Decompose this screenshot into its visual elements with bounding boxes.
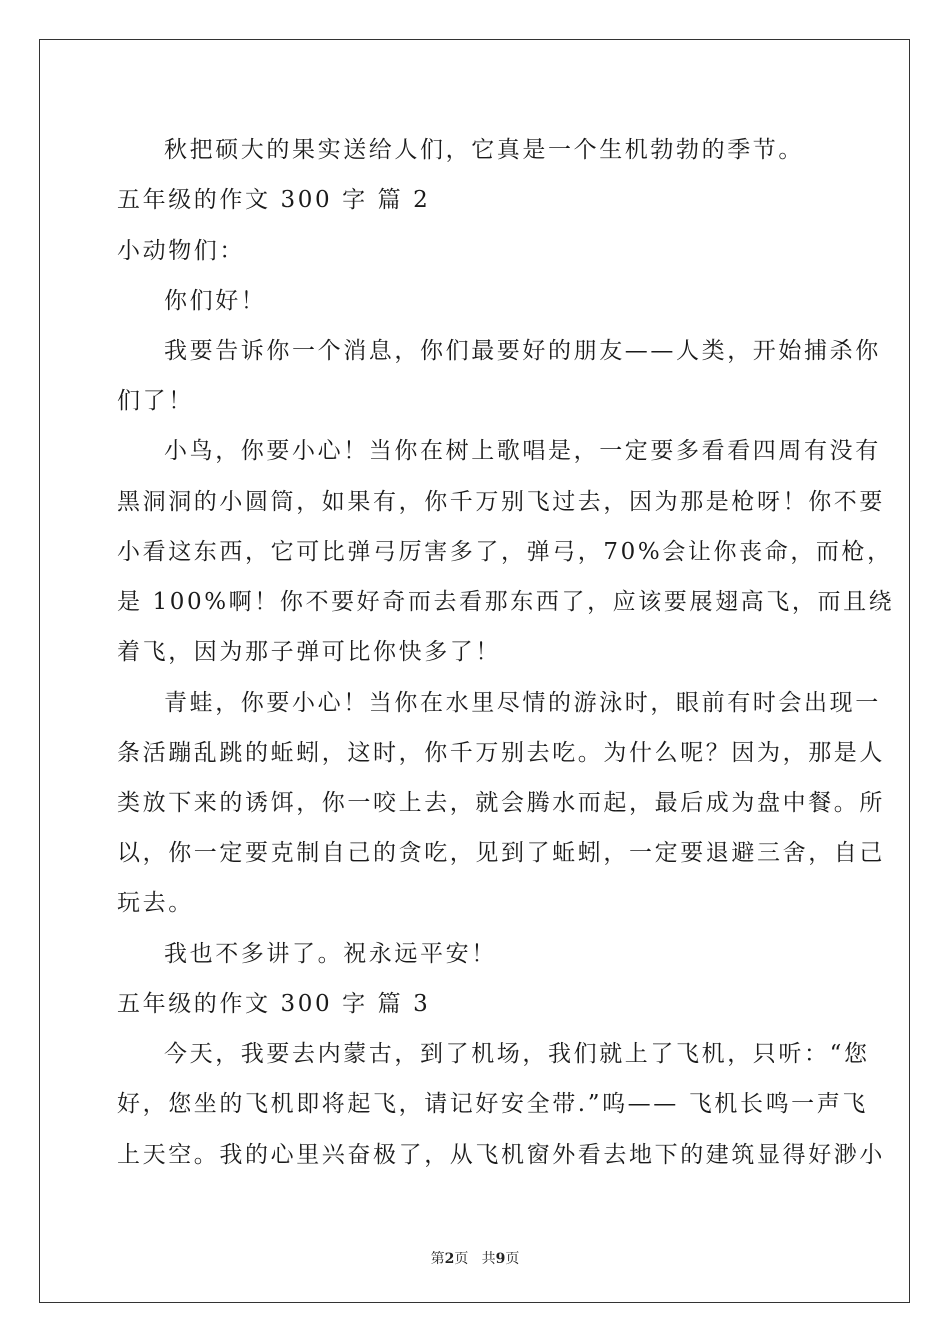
paragraph-line: 好，您坐的飞机即将起飞，请记好安全带.”呜—— 飞机长鸣一声飞 (117, 1091, 868, 1117)
paragraph-line: 条活蹦乱跳的蚯蚓，这时，你千万别去吃。为什么呢？因为，那是人 (117, 740, 885, 766)
section-heading: 五年级的作文 300 字 篇 3 (117, 991, 431, 1017)
paragraph-line: 类放下来的诱饵，你一咬上去，就会腾水而起，最后成为盘中餐。所 (117, 790, 885, 816)
paragraph-line: 青蛙，你要小心！当你在水里尽情的游泳时，眼前有时会出现一 (164, 690, 881, 716)
page-label-suffix: 页 (454, 1251, 469, 1267)
total-suffix: 页 (505, 1251, 520, 1267)
paragraph-line: 们了！ (117, 388, 194, 414)
paragraph-line: 玩去。 (117, 890, 194, 916)
paragraph-line: 小鸟，你要小心！当你在树上歌唱是，一定要多看看四周有没有 (164, 438, 881, 464)
page-label-prefix: 第 (430, 1251, 445, 1267)
paragraph-line: 小看这东西，它可比弹弓厉害多了，弹弓，70%会让你丧命，而枪， (117, 539, 893, 565)
paragraph-line: 上天空。我的心里兴奋极了，从飞机窗外看去地下的建筑显得好渺小 (117, 1142, 885, 1168)
total-pages: 9 (495, 1251, 506, 1267)
paragraph-line: 我要告诉你一个消息，你们最要好的朋友——人类，开始捕杀你 (164, 338, 881, 364)
paragraph-line: 我也不多讲了。祝永远平安！ (164, 941, 497, 967)
paragraph-line: 秋把硕大的果实送给人们，它真是一个生机勃勃的季节。 (164, 137, 804, 163)
page-number: 2 (444, 1251, 455, 1267)
total-prefix: 共 (481, 1251, 496, 1267)
paragraph-line: 你们好！ (164, 288, 267, 314)
paragraph-line: 今天，我要去内蒙古，到了机场，我们就上了飞机，只听：“您 (164, 1041, 870, 1067)
salutation: 小动物们： (117, 238, 245, 264)
paragraph-line: 黑洞洞的小圆筒，如果有，你千万别飞过去，因为那是枪呀！你不要 (117, 489, 885, 515)
page-footer (0, 1248, 950, 1268)
paragraph-line: 以，你一定要克制自己的贪吃，见到了蚯蚓，一定要退避三舍，自己 (117, 840, 885, 866)
paragraph-line: 着飞，因为那子弹可比你快多了！ (117, 639, 501, 665)
paragraph-line: 是 100%啊！你不要好奇而去看那东西了，应该要展翅高飞，而且绕 (117, 589, 895, 615)
section-heading: 五年级的作文 300 字 篇 2 (117, 187, 431, 213)
